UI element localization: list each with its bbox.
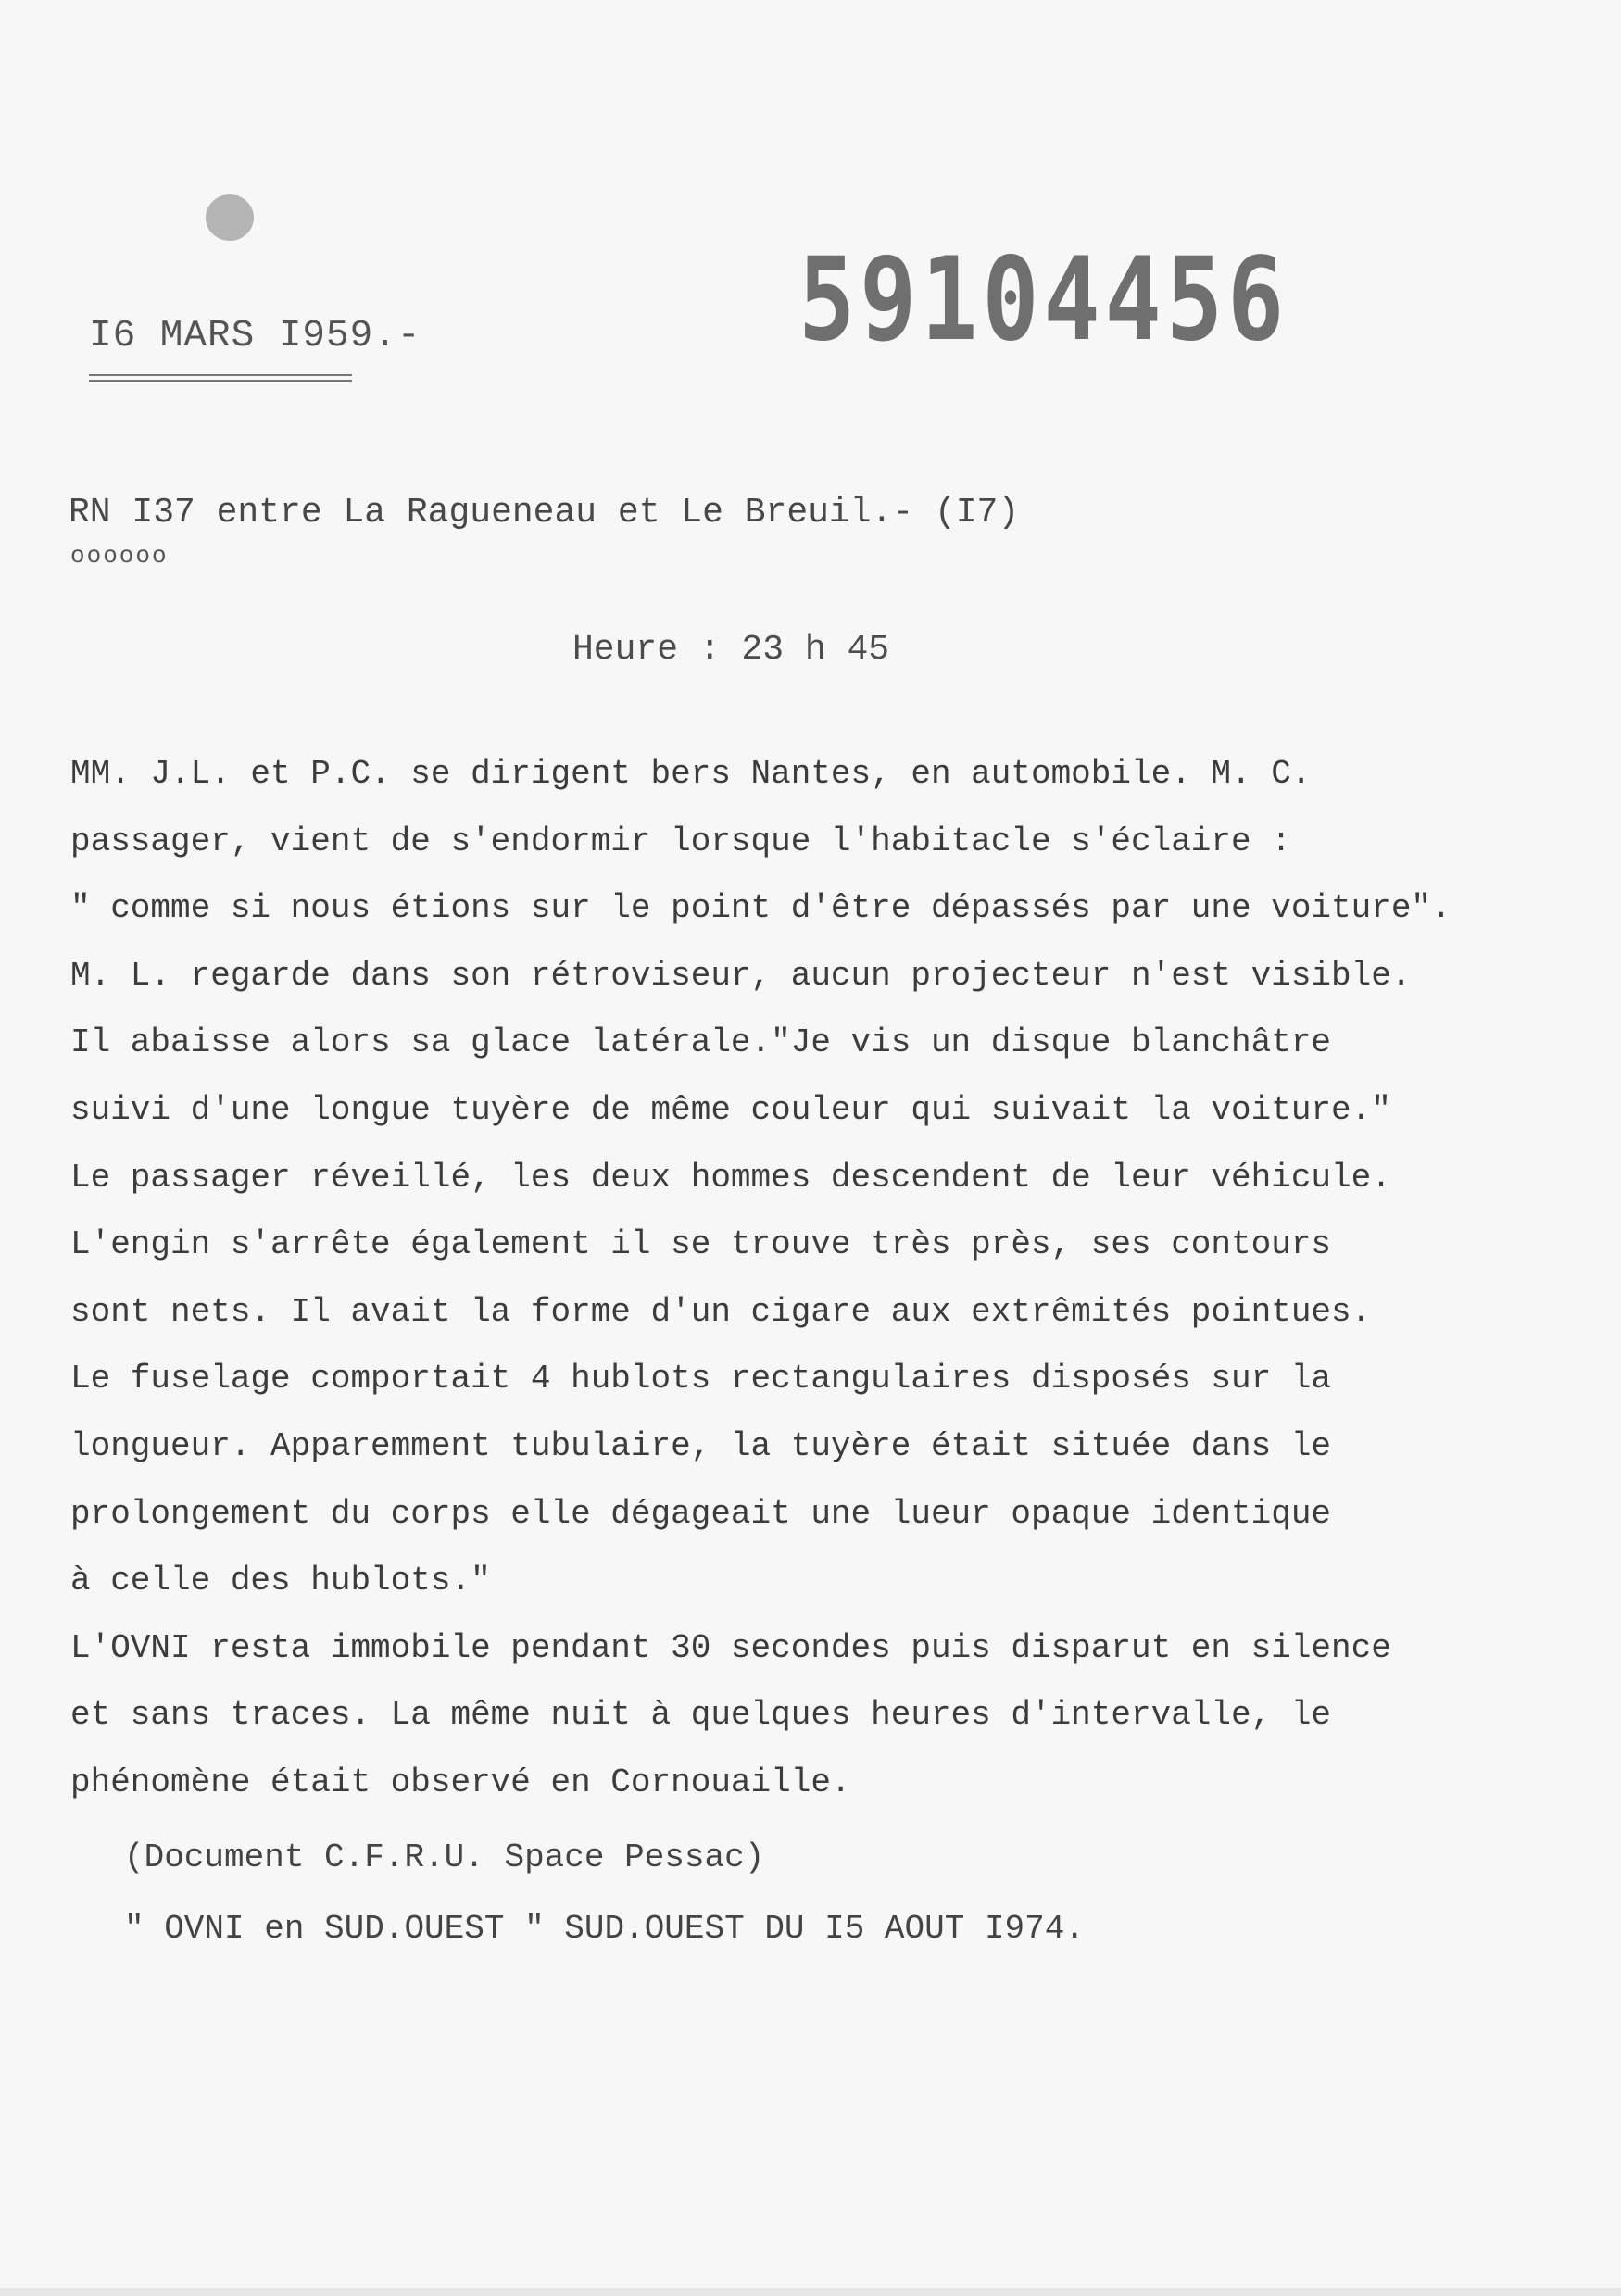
document-number: 59104456 xyxy=(798,233,1289,367)
location-heading: RN I37 entre La Ragueneau et Le Breuil.- (I7) xyxy=(69,493,1020,533)
body-line: prolongement du corps elle dégageait une lueur opaque identique xyxy=(70,1494,1332,1533)
body-line: passager, vient de s'endormir lorsque l'habitacle s'éclaire : xyxy=(70,822,1291,860)
report-body xyxy=(70,741,1451,1817)
body-line: MM. J.L. et P.C. se dirigent bers Nantes, en automobile. M. C. xyxy=(70,755,1312,793)
source-line: (Document C.F.R.U. Space Pessac) xyxy=(124,1838,765,1876)
source-line: " OVNI en SUD.OUEST " SUD.OUEST DU I5 AOUT I974. xyxy=(124,1910,1085,1948)
time-line: Heure : 23 h 45 xyxy=(572,630,890,670)
date-block xyxy=(89,315,421,382)
body-line: Le fuselage comportait 4 hublots rectangulaires disposés sur la xyxy=(70,1360,1332,1399)
body-line: Le passager réveillé, les deux hommes descendent de leur véhicule. xyxy=(70,1158,1391,1197)
document-date: I6 MARS I959.- xyxy=(89,315,421,358)
punch-hole xyxy=(206,194,254,241)
body-line: phénomène était observé en Cornouaille. xyxy=(70,1763,851,1801)
body-line: Il abaisse alors sa glace latérale."Je vis un disque blanchâtre xyxy=(70,1023,1332,1062)
body-line: à celle des hublots." xyxy=(70,1562,491,1600)
body-line: " comme si nous étions sur le point d'être dépassés par une voiture". xyxy=(70,889,1451,928)
body-line: longueur. Apparemment tubulaire, la tuyère était située dans le xyxy=(70,1426,1332,1465)
body-line: L'OVNI resta immobile pendant 30 secondes puis disparut en silence xyxy=(70,1628,1391,1667)
page-bottom-edge xyxy=(0,2288,1621,2296)
location-mark: oooooo xyxy=(70,542,169,570)
date-underline xyxy=(89,374,352,382)
body-line: sont nets. Il avait la forme d'un cigare aux extrêmités pointues. xyxy=(70,1292,1372,1331)
body-line: M. L. regarde dans son rétroviseur, aucun projecteur n'est visible. xyxy=(70,956,1412,995)
source-citation xyxy=(124,1822,1085,1964)
body-line: suivi d'une longue tuyère de même couleur qui suivait la voiture." xyxy=(70,1090,1391,1129)
body-line: L'engin s'arrête également il se trouve très près, ses contours xyxy=(70,1225,1332,1264)
body-line: et sans traces. La même nuit à quelques heures d'intervalle, le xyxy=(70,1696,1332,1735)
